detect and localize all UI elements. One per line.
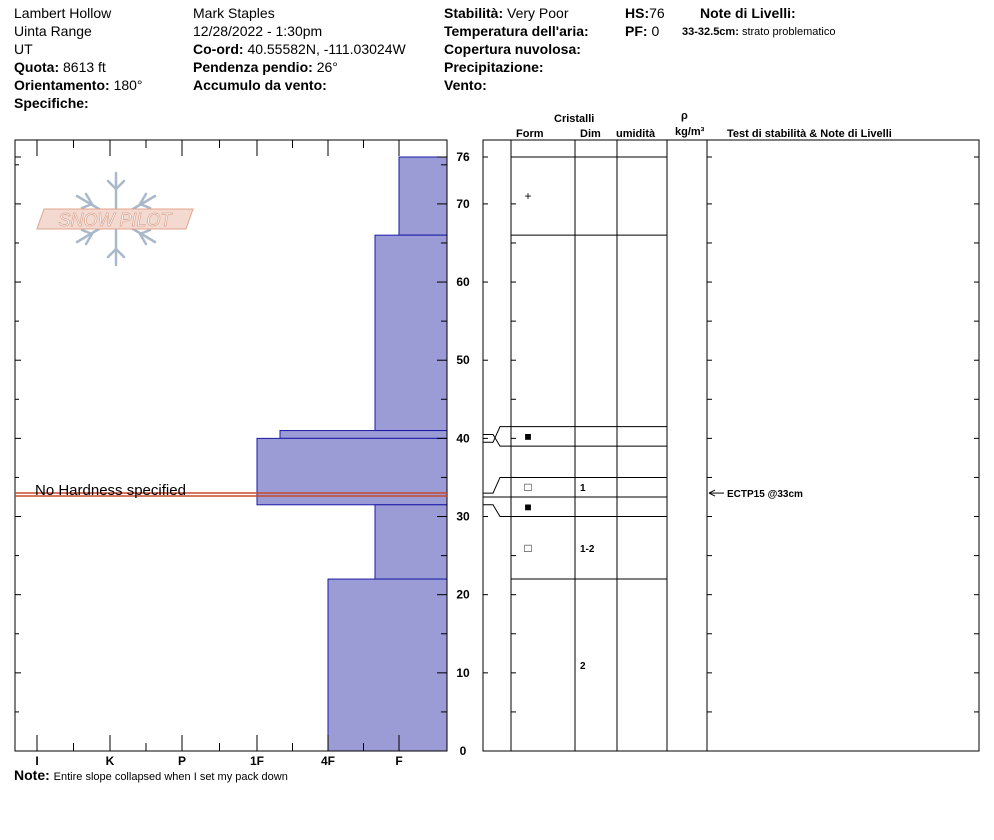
snowpilot-logo: [37, 173, 193, 265]
depth-tick-label: 60: [456, 275, 470, 290]
size-header: Dim: [580, 128, 601, 140]
observation-datetime: 12/28/2022 - 1:30pm: [193, 23, 323, 39]
elevation-value: 8613 ft: [63, 59, 106, 75]
crystals-header: Cristalli: [554, 113, 595, 125]
hardness-tick-label: I: [35, 754, 39, 768]
hs-label: HS:: [625, 5, 650, 21]
location-name: Lambert Hollow: [14, 5, 112, 21]
depth-tick-label: 40: [456, 431, 470, 446]
form-header: Form: [516, 128, 544, 140]
wind-loading-label: Accumulo da vento:: [193, 77, 327, 93]
hardness-layer-bar: [328, 579, 447, 751]
crystal-table: [483, 140, 979, 751]
depth-tick-label: 10: [456, 665, 470, 680]
cloud-cover-label: Copertura nuvolosa:: [444, 41, 581, 57]
air-temp-label: Temperatura dell'aria:: [444, 23, 589, 39]
stability-value: Very Poor: [507, 5, 569, 21]
slope-label: Pendenza pendio:: [193, 59, 313, 75]
depth-tick-label: 50: [456, 353, 470, 368]
stability-test-label: ECTP15 @33cm: [727, 489, 803, 501]
hardness-layer-bar: [257, 438, 447, 504]
hardness-layers: [257, 157, 447, 751]
hardness-layer-bar: [375, 235, 447, 430]
hardness-tick-label: P: [177, 754, 187, 768]
specifics-label: Specifiche:: [14, 95, 89, 111]
layer-connector-line: [483, 477, 511, 493]
stability-tests-header: Test di stabilità & Note di Livelli: [727, 128, 892, 140]
pf-label: PF:: [625, 23, 648, 39]
coord-label: Co-ord:: [193, 41, 244, 57]
range-name: Uinta Range: [14, 23, 92, 39]
observer-name: Mark Staples: [193, 5, 275, 21]
hardness-tick-label: 4F: [320, 754, 336, 768]
grain-form-symbol: □: [524, 540, 532, 555]
grain-form-symbol: +: [524, 189, 532, 204]
crystal-table-frame: [483, 140, 979, 751]
hardness-layer-bar: [399, 157, 447, 235]
depth-tick-label: 0: [459, 744, 467, 758]
hs-value: 76: [649, 5, 665, 21]
moisture-header: umidità: [616, 128, 656, 140]
grain-form-symbol: □: [524, 480, 532, 495]
grain-form-symbol: ■: [524, 499, 532, 514]
layer-note-text: strato problematico: [741, 26, 836, 38]
hardness-tick-label: 1F: [249, 754, 265, 768]
precipitation-label: Precipitazione:: [444, 59, 544, 75]
depth-tick-label: 30: [456, 509, 470, 524]
note-row: [14, 766, 288, 786]
depth-tick-label: 76: [456, 150, 470, 164]
hardness-tick-label: K: [105, 754, 115, 768]
elevation-label: Quota:: [14, 59, 60, 75]
grain-size-label: 1: [580, 483, 586, 495]
note-label: Note:: [14, 767, 50, 783]
hardness-layer-bar: [280, 431, 447, 439]
grain-form-symbol: ■: [524, 429, 532, 444]
density-unit-header: kg/m³: [675, 126, 705, 138]
layer-note-range: 33-32.5cm:: [682, 26, 739, 38]
snowpilot-logo-text: SNOW PILOT: [58, 210, 172, 230]
wind-label: Vento:: [444, 77, 487, 93]
aspect-value: 180°: [113, 77, 143, 93]
note-text: Entire slope collapsed when I set my pack down: [53, 771, 288, 783]
slope-value: 26°: [316, 59, 338, 75]
depth-tick-label: 20: [456, 587, 470, 602]
rho-header: ρ: [681, 110, 688, 122]
state-name: UT: [14, 41, 33, 57]
grain-size-label: 2: [580, 661, 586, 673]
hardness-layer-bar: [375, 505, 447, 579]
depth-tick-label: 70: [456, 196, 470, 211]
layer-connector-line: [483, 505, 511, 517]
hardness-tick-label: F: [395, 754, 403, 768]
layer-connector-line: [483, 434, 511, 446]
layer-notes-label: Note di Livelli:: [700, 5, 796, 21]
stability-label: Stabilità:: [444, 5, 504, 21]
no-hardness-label: No Hardness specified: [35, 482, 186, 499]
aspect-label: Orientamento:: [14, 77, 110, 93]
grain-size-label: 1-2: [580, 543, 595, 555]
pf-value: 0: [651, 23, 660, 39]
coord-value: 40.55582N, -111.03024W: [247, 41, 406, 57]
